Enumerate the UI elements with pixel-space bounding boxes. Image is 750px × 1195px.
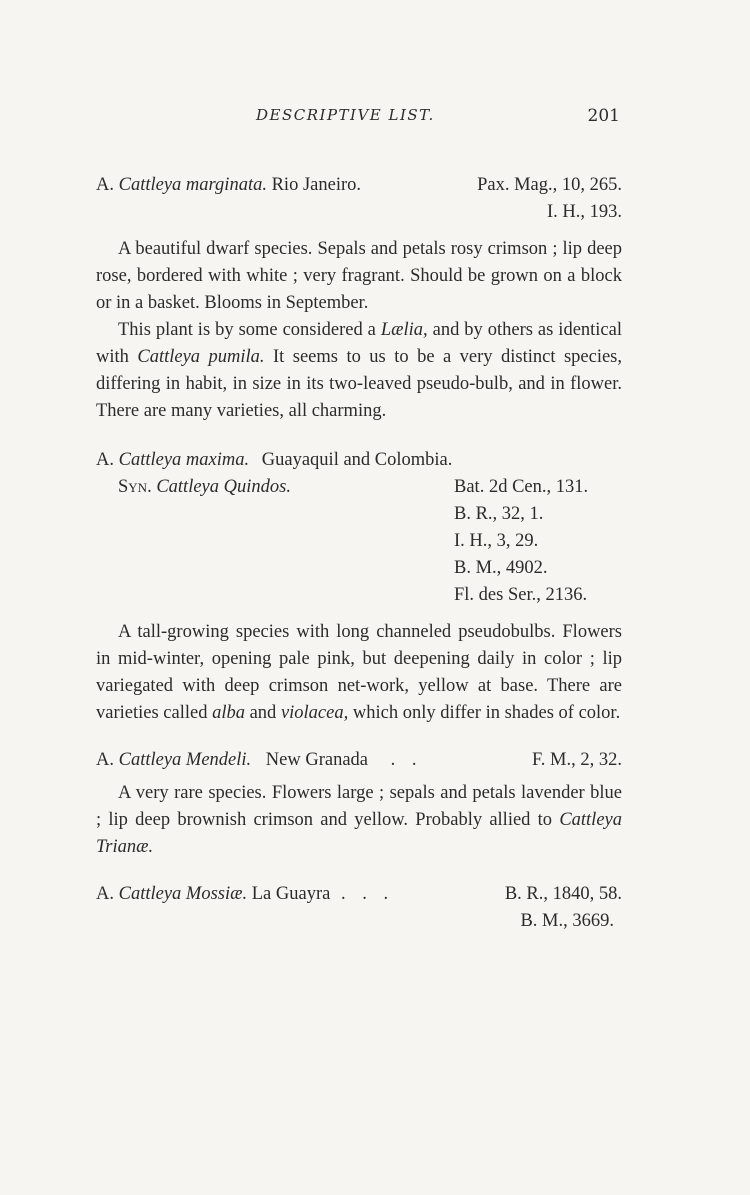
reference: B. M., 4902. (454, 558, 548, 578)
reference: I. H., 3, 29. (454, 531, 539, 551)
entry-prefix: A. (96, 175, 114, 195)
entry-heading (96, 447, 622, 474)
locality: Guayaquil and Colombia. (261, 450, 453, 470)
reference: Fl. des Ser., 2136. (454, 585, 588, 605)
entry-cattleya-mossiae (96, 881, 622, 935)
entry-cattleya-maxima (96, 447, 622, 727)
synonym-name: Cattleya Quindos. (156, 477, 291, 497)
entry-cattleya-marginata (96, 172, 622, 425)
reference: I. H., 193. (546, 202, 622, 222)
entry-heading (96, 881, 622, 908)
entry-heading (96, 747, 622, 774)
entry-prefix: A. (96, 750, 114, 770)
reference: B. R., 1840, 58. (504, 884, 622, 904)
dot-leader: . . (390, 750, 423, 770)
synonym (96, 474, 454, 501)
entry-prefix: A. (96, 884, 114, 904)
reference-list (454, 474, 588, 609)
description-paragraph: A tall-growing species with long channeled pseudobulbs. Flowers in mid-winter, opening pale pink, but deepening daily in color ; lip variegated with deep crimson net-work, yellow at base. There are varieties called alba and violacea, which only differ in shades of color. (96, 622, 622, 723)
entry-prefix: A. (96, 450, 114, 470)
species-name: Cattleya Mossiæ. (118, 884, 248, 904)
description-paragraph: A beautiful dwarf species. Sepals and petals rosy crimson ; lip deep rose, bordered with white ; very fragrant. Should be grown on a block or in a basket. Blooms in September. (96, 239, 622, 313)
locality: La Guayra (251, 884, 331, 904)
page-header (96, 106, 624, 130)
synonym-label: Syn. (118, 477, 152, 497)
locality: Rio Janeiro. (271, 175, 361, 195)
reference: Bat. 2d Cen., 131. (454, 477, 589, 497)
species-name: Cattleya Mendeli. (118, 750, 252, 770)
reference: B. M., 3669. (520, 911, 614, 931)
entry-cattleya-mendeli (96, 747, 622, 861)
reference: B. R., 32, 1. (454, 504, 544, 524)
description-paragraph: This plant is by some considered a Lælia, and by others as identical with Cattleya pumila. It seems to us to be a very distinct species, differing in habit, in size in its two-leaved pseudo-bulb, and in flower. There are many varieties, all charming. (96, 320, 622, 421)
page-body (96, 172, 622, 935)
reference: Pax. Mag., 10, 265. (477, 175, 622, 195)
entry-heading (96, 172, 622, 199)
running-head: DESCRIPTIVE LIST. (256, 106, 435, 124)
species-name: Cattleya marginata. (118, 175, 267, 195)
reference: F. M., 2, 32. (531, 750, 622, 770)
locality: New Granada (265, 750, 369, 770)
page-number: 201 (587, 106, 620, 126)
description-paragraph: A very rare species. Flowers large ; sepals and petals lavender blue ; lip deep brownish crimson and yellow. Probably allied to Cattleya Trianæ. (96, 783, 622, 857)
species-name: Cattleya maxima. (118, 450, 250, 470)
dot-leader: . . . (340, 884, 395, 904)
